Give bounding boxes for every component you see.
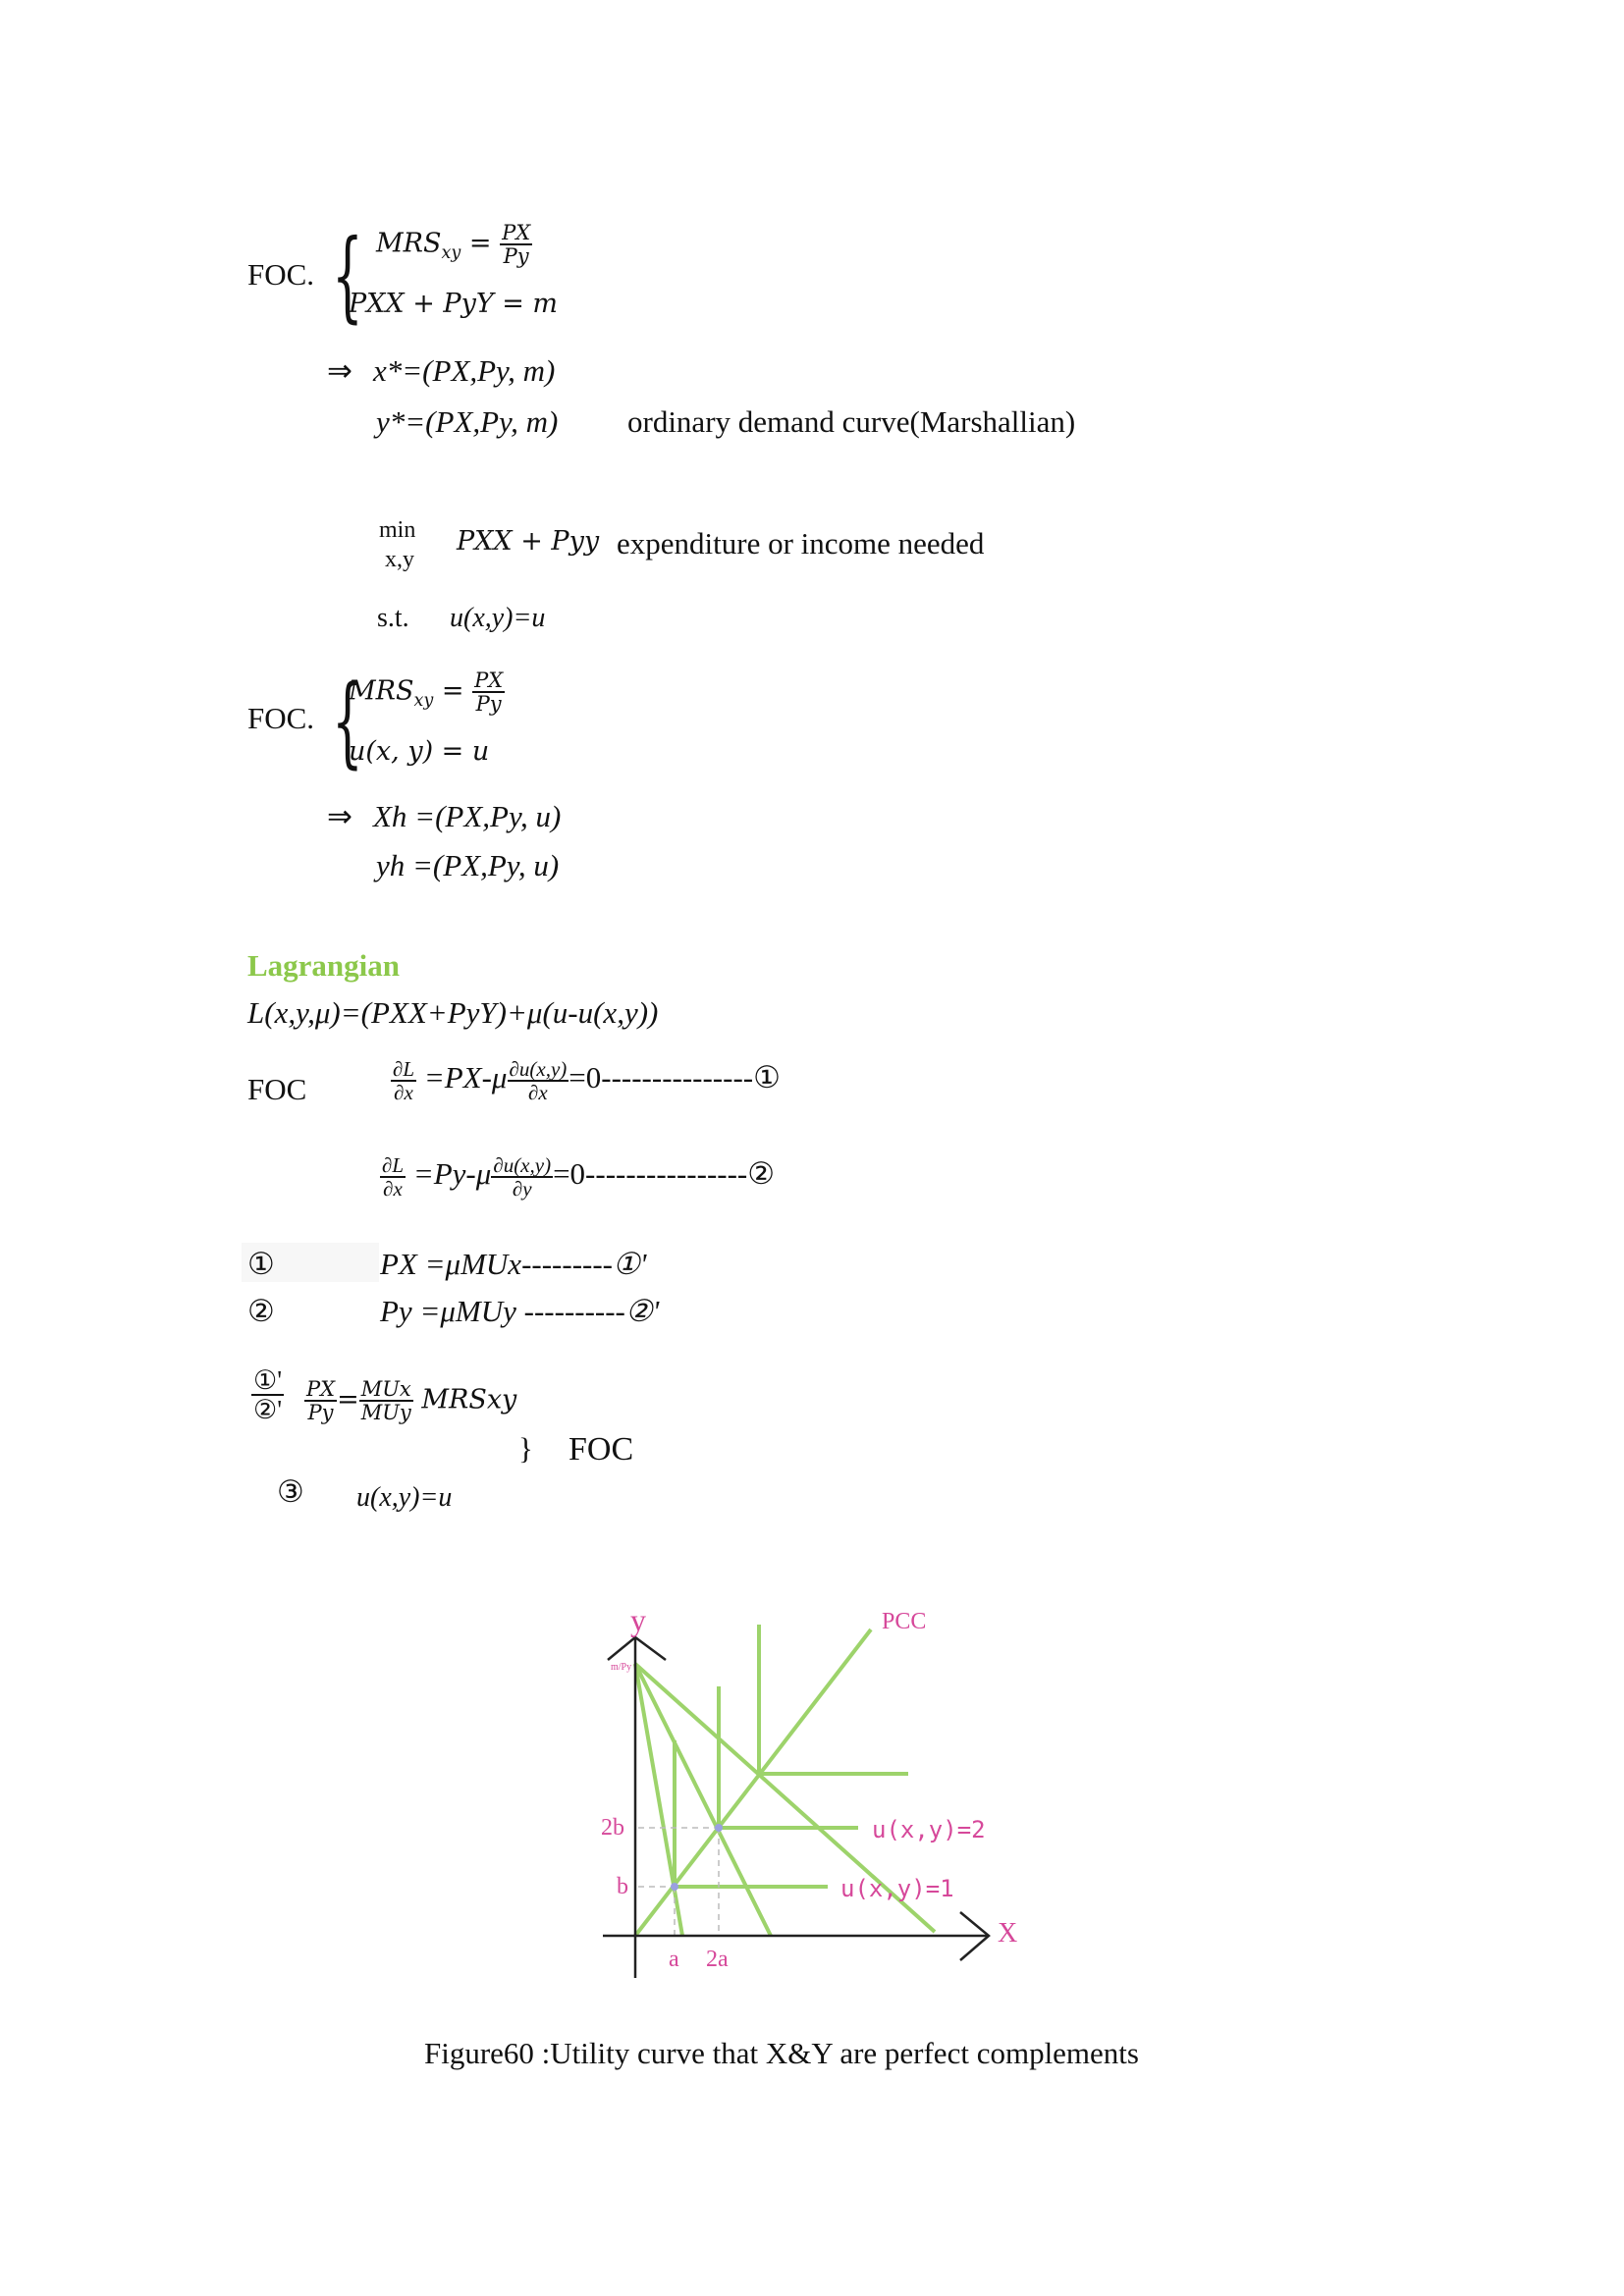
x-axis-label: X [998,1918,1018,1949]
y-star-demand: y*=(PX,Py, m) [376,404,559,439]
objective-note: expenditure or income needed [617,526,985,561]
y-hicksian: yh =(PX,Py, u) [376,848,560,882]
marker-2: ② [247,1294,275,1328]
min-label: min [379,517,416,543]
ratio-fraction: $\frac{\text{①'}}{\text{②'}}$ [253,1365,283,1425]
ordinary-demand-note: ordinary demand curve(Marshallian) [627,404,1076,439]
tick-2a: 2a [706,1947,729,1972]
lagrangian-heading: Lagrangian [247,948,401,983]
figure-caption: Figure60 :Utility curve that X&Y are perfect complements [424,2036,1139,2070]
tick-2b: 2b [601,1815,624,1841]
utility-constraint: u(x, y) = u [349,736,490,767]
u1-label: u(x,y)=1 [840,1875,954,1902]
marker-1: ① [247,1247,275,1281]
pcc-label: PCC [882,1609,927,1634]
py-equation: Py =μMUy ----------②' [380,1294,660,1328]
budget-line-2 [635,1664,771,1936]
implies-arrow-2: ⇒ [327,799,352,833]
tick-b: b [617,1874,628,1899]
tick-a: a [669,1947,679,1972]
pcc-line [635,1629,871,1936]
foc-label-2: FOC. [247,701,315,735]
m-over-py-label: m/Py [611,1662,632,1673]
utility-equation: u(x,y)=u [356,1482,453,1513]
y-axis-label: y [630,1602,646,1637]
marker-3: ③ [277,1474,304,1509]
partial-y-equation: $\frac{\partial L}{\partial x}$ =Py-μ $\frac{\partial u(x,y)}{\partial y}$ =0----------------② [382,1153,776,1201]
objective-function: PXX + Pyy [457,526,600,557]
mrs-equation-2: $MRS_{xy}$ = $\frac{PX}{Py}$ [349,668,504,717]
mrs-equation: $MRS_{xy}$ = $\frac{PX}{Py}$ [376,221,531,269]
foc-label: FOC. [247,257,315,292]
x-hicksian: Xh =(PX,Py, u) [373,799,562,833]
right-brace: } [518,1431,533,1466]
point-a-b [671,1883,678,1891]
foc-label-3: FOC [247,1072,307,1106]
point-2a-2b [715,1824,723,1832]
budget-equation: PXX + PyY = m [349,289,559,319]
y-axis-arrow [608,1637,666,1660]
min-subscript: x,y [385,547,414,572]
left-brace: { [332,218,363,333]
implies-arrow: ⇒ [327,353,352,388]
lagrangian-formula: L(x,y,μ)=(PXX+PyY)+μ(u-u(x,y)) [247,995,659,1030]
indifference-curve-3 [759,1625,908,1774]
st-label: s.t. [377,603,409,633]
x-star-demand: x*=(PX,Py, m) [373,353,556,388]
left-brace-2: { [332,664,363,778]
foc-final: FOC [568,1431,634,1468]
price-ratio-equation: $\frac{PX}{Py}$ = $\frac{\text{MUx}}{\text{MUy}}$ MRSxy [306,1377,517,1425]
constraint: u(x,y)=u [450,603,546,633]
px-equation: PX =μMUx---------①' [380,1247,647,1281]
u2-label: u(x,y)=2 [872,1816,986,1843]
partial-x-equation: $\frac{\partial L}{\partial x}$ =PX-μ $\frac{\partial u(x,y)}{\partial x}$ =0---------------① [393,1057,781,1105]
